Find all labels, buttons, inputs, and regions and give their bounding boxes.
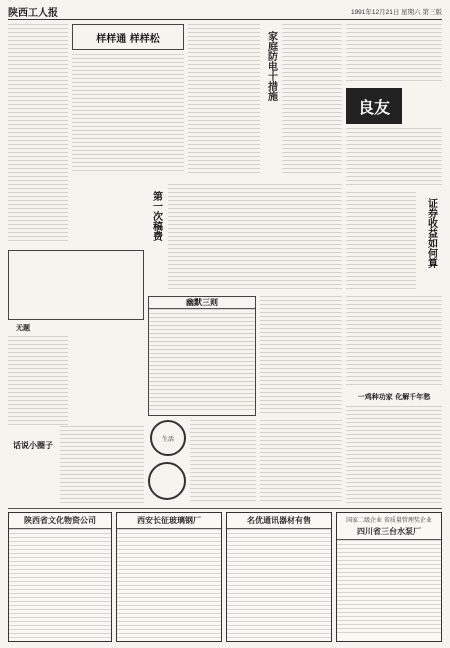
ad3-title: 名优通讯器材有售 [227,513,331,529]
right-heading-box: 良友 [346,88,402,124]
section-article-text [168,184,342,292]
ad-separator [8,508,442,509]
ad4-title: 四川省三台水泵厂 [337,524,441,540]
middle-column-text [188,24,260,174]
ad4-text [337,540,441,636]
left-sub-heading: 话说小圈子 [13,439,53,450]
ad3-text [227,529,331,639]
ad1-text [9,529,111,639]
date-line: 1991年12月21日 星期六 第三版 [350,9,442,16]
ad4-subtitle: 国家二级企业 省质量管理奖企业 [346,518,432,524]
center-right-text [260,296,342,416]
ad-fiberglass-factory [116,512,222,642]
right-bottom-text [346,406,442,504]
center-lower-text [190,420,256,504]
section-heading: 第一次稿费 [150,191,162,241]
center-circle-emblem: 生活 [150,420,186,456]
ad-pump-factory [336,512,442,642]
ad2-text [117,529,221,639]
masthead [8,4,442,20]
right-top-text [346,24,442,84]
cartoon-box [8,250,144,320]
ad-culture-materials [8,512,112,642]
vertical-heading: 家庭防电十措施 [265,31,277,101]
ad2-title: 西安长征玻璃钢厂 [117,513,221,529]
right-center-lower-text [260,420,342,504]
art-banner: 样样通 样样松 [72,24,184,50]
newspaper-title: 陕西工人报 [8,8,58,19]
right-article-text [346,128,442,188]
right-bottom-heading: 一鸡种功家 化解千年愁 [357,392,431,401]
small-title: 无题 [16,323,30,332]
lower-stamp [148,462,186,500]
securities-article-text [346,192,416,292]
side-heading: 证券收益如何算 [425,198,437,268]
humor-box [148,296,256,416]
safety-article-text [282,24,342,174]
banner-article-text [72,54,184,174]
humor-text [149,309,255,413]
humor-heading: 幽默三则 [149,297,255,309]
right-middle-text [346,296,442,386]
ad-communications [226,512,332,642]
left-column-text [8,24,68,244]
left-lower-text [8,336,68,426]
left-sub-text [60,426,144,504]
ad1-title: 陕西省文化物资公司 [9,513,111,529]
